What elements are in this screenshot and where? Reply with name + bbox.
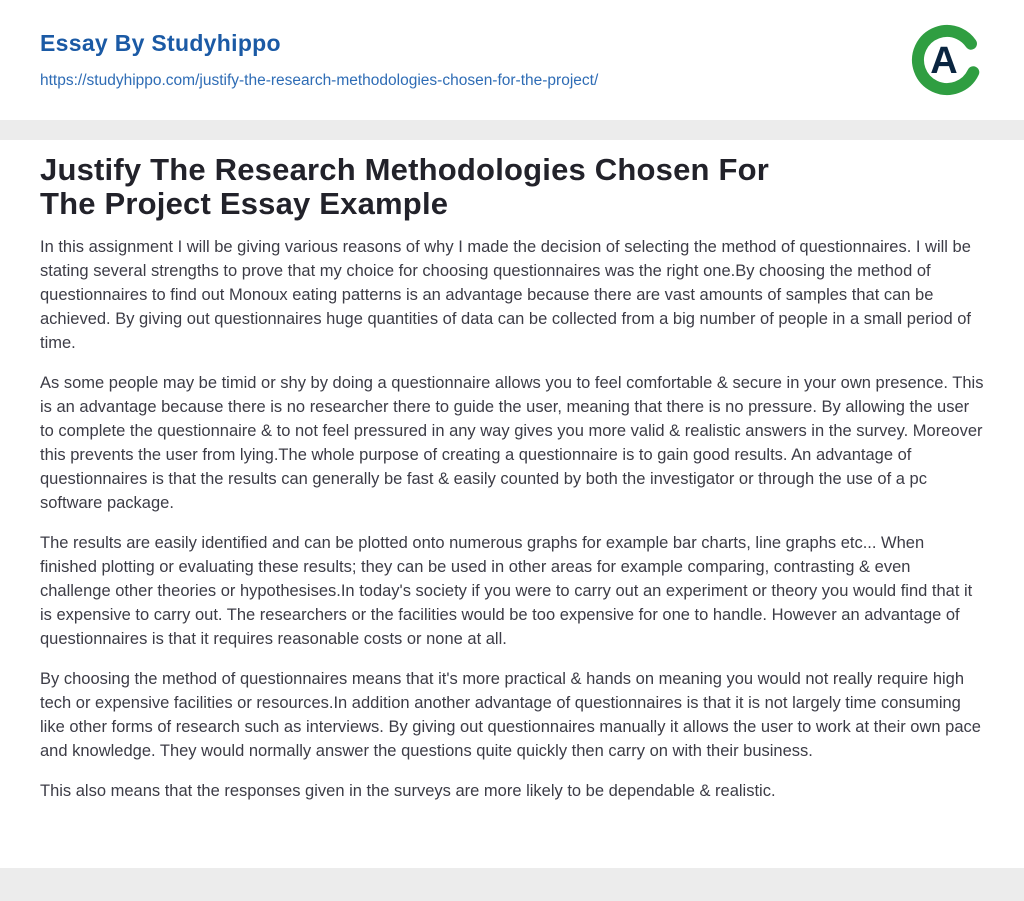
svg-text:A: A bbox=[930, 40, 958, 82]
studyhippo-a-icon bbox=[910, 23, 984, 97]
essay-paragraph-2: As some people may be timid or shy by doing a questionnaire allows you to feel comfortable & secure in your own presence. This is an advantage because there is no researcher there to guide the user, meaning that there is no pressure. By allowing the user to complete the questionnaire & to not feel pressured in any way gives you more valid & realistic answers in the survey. Moreover this prevents the user from lying.The whole purpose of creating a questionnaire is to gain good results. An advantage of questionnaires is that the results can generally be fast & easily counted by both the investigator or through the use of a pc software package. bbox=[40, 374, 984, 512]
essay-title-line-2: The Project Essay Example bbox=[40, 186, 449, 221]
header-separator-band bbox=[0, 120, 1024, 140]
site-brand-link[interactable]: Essay By Studyhippo bbox=[40, 30, 281, 56]
page-footer-band bbox=[0, 868, 1024, 901]
essay-paragraph-4: By choosing the method of questionnaires means that it's more practical & hands on meaning you would not really require high tech or expensive facilities or resources.In addition another advantage of questionnaires is that it is not largely time consuming like other forms of research such as interviews. By giving out questionnaires manually it allows the user to work at their own pace and knowledge. They would normally answer the questions quite quickly then carry on with their business. bbox=[40, 670, 981, 760]
page-url-link[interactable]: https://studyhippo.com/justify-the-research-methodologies-chosen-for-the-project/ bbox=[40, 72, 599, 89]
essay-content bbox=[0, 140, 1024, 868]
header-text-block bbox=[40, 30, 598, 90]
essay-paragraph-3: The results are easily identified and can be plotted onto numerous graphs for example bar charts, line graphs etc... When finished plotting or evaluating these results; they can be used in other areas for example comparing, contrasting & even challenge other theories or hypothesises.In today's society if you were to carry out an experiment or theory you would find that it is expensive to carry out. The researchers or the facilities would be too expensive for one to handle. However an advantage of questionnaires is that it requires reasonable costs or none at all. bbox=[40, 534, 973, 648]
essay-paragraph-1: In this assignment I will be giving various reasons of why I made the decision of selecting the method of questionnaires. I will be stating several strengths to prove that my choice for choosing questionnaires was the right one.By choosing the method of questionnaires to find out Monoux eating patterns is an advantage because there are vast amounts of samples that can be achieved. By giving out questionnaires huge quantities of data can be collected from a big number of people in a small period of time. bbox=[40, 238, 972, 352]
site-header bbox=[0, 0, 1024, 120]
essay-title bbox=[40, 153, 984, 221]
studyhippo-logo[interactable] bbox=[910, 23, 984, 97]
essay-title-line-1: Justify The Research Methodologies Chosen For bbox=[40, 152, 770, 187]
essay-paragraph-5: This also means that the responses given in the surveys are more likely to be dependable & realistic. bbox=[40, 782, 776, 800]
